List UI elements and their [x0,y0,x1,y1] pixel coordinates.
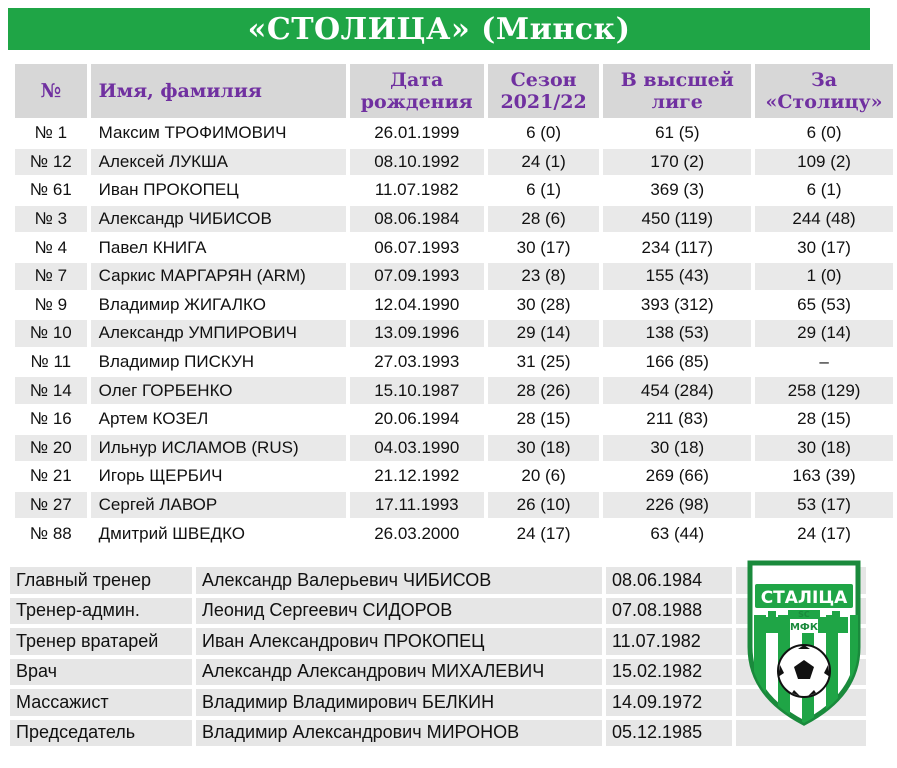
player-season-stats: 26 (10) [488,492,600,519]
player-club-stats: 1 (0) [755,263,893,290]
table-row [15,435,893,462]
header-season: Сезон 2021/22 [488,64,600,118]
player-season-stats: 28 (26) [488,377,600,404]
player-club-stats: 53 (17) [755,492,893,519]
logo-mark: МФК [789,622,819,633]
player-birth-date: 12.04.1990 [350,292,484,319]
player-season-stats: 29 (14) [488,320,600,347]
staff-row [10,598,866,625]
player-top-league-stats: 269 (66) [603,463,751,490]
table-row [15,320,893,347]
player-number: № 11 [15,349,87,376]
player-club-stats: 6 (1) [755,177,893,204]
player-number: № 10 [15,320,87,347]
player-number: № 9 [15,292,87,319]
player-number: № 61 [15,177,87,204]
player-number: № 27 [15,492,87,519]
player-birth-date: 07.09.1993 [350,263,484,290]
club-crest-logo [740,555,868,727]
player-season-stats: 30 (28) [488,292,600,319]
staff-row [10,689,866,716]
player-number: № 88 [15,520,87,547]
player-birth-date: 06.07.1993 [350,234,484,261]
player-season-stats: 30 (17) [488,234,600,261]
roster-body [15,120,893,547]
staff-role: Председатель [10,720,192,747]
player-number: № 21 [15,463,87,490]
player-top-league-stats: 30 (18) [603,435,751,462]
player-season-stats: 24 (17) [488,520,600,547]
player-name: Павел КНИГА [91,234,346,261]
player-club-stats: 258 (129) [755,377,893,404]
staff-birth-date: 11.07.1982 [606,628,732,655]
table-row [15,149,893,176]
player-club-stats: 65 (53) [755,292,893,319]
player-number: № 4 [15,234,87,261]
table-row [15,120,893,147]
staff-birth-date: 05.12.1985 [606,720,732,747]
player-number: № 1 [15,120,87,147]
player-number: № 3 [15,206,87,233]
staff-row [10,628,866,655]
player-birth-date: 15.10.1987 [350,377,484,404]
player-top-league-stats: 393 (312) [603,292,751,319]
staff-name: Леонид Сергеевич СИДОРОВ [196,598,602,625]
player-name: Игорь ЩЕРБИЧ [91,463,346,490]
table-row [15,377,893,404]
player-top-league-stats: 450 (119) [603,206,751,233]
player-club-stats: 109 (2) [755,149,893,176]
player-name: Александр УМПИРОВИЧ [91,320,346,347]
player-birth-date: 21.12.1992 [350,463,484,490]
player-birth-date: 13.09.1996 [350,320,484,347]
player-number: № 16 [15,406,87,433]
player-top-league-stats: 63 (44) [603,520,751,547]
staff-name: Александр Валерьевич ЧИБИСОВ [196,567,602,594]
player-top-league-stats: 166 (85) [603,349,751,376]
logo-text: СТАЛІЦА [760,588,848,608]
player-season-stats: 20 (6) [488,463,600,490]
staff-name: Александр Александрович МИХАЛЕВИЧ [196,659,602,686]
player-club-stats: 30 (18) [755,435,893,462]
staff-name: Владимир Владимирович БЕЛКИН [196,689,602,716]
player-top-league-stats: 170 (2) [603,149,751,176]
header-for-club: За «Столицу» [755,64,893,118]
table-row [15,263,893,290]
table-row [15,463,893,490]
player-top-league-stats: 155 (43) [603,263,751,290]
player-club-stats: 163 (39) [755,463,893,490]
staff-row [10,659,866,686]
player-birth-date: 04.03.1990 [350,435,484,462]
table-row [15,349,893,376]
player-season-stats: 6 (1) [488,177,600,204]
player-season-stats: 28 (15) [488,406,600,433]
staff-role: Главный тренер [10,567,192,594]
player-name: Владимир ПИСКУН [91,349,346,376]
player-club-stats: 6 (0) [755,120,893,147]
player-birth-date: 26.01.1999 [350,120,484,147]
staff-row [10,720,866,747]
player-club-stats: 24 (17) [755,520,893,547]
staff-birth-date: 14.09.1972 [606,689,732,716]
player-name: Иван ПРОКОПЕЦ [91,177,346,204]
player-season-stats: 24 (1) [488,149,600,176]
staff-role: Массажист [10,689,192,716]
table-row [15,177,893,204]
player-top-league-stats: 234 (117) [603,234,751,261]
player-number: № 12 [15,149,87,176]
staff-name: Иван Александрович ПРОКОПЕЦ [196,628,602,655]
player-name: Олег ГОРБЕНКО [91,377,346,404]
player-top-league-stats: 454 (284) [603,377,751,404]
player-season-stats: 23 (8) [488,263,600,290]
player-top-league-stats: 61 (5) [603,120,751,147]
player-birth-date: 17.11.1993 [350,492,484,519]
player-name: Артем КОЗЕЛ [91,406,346,433]
staff-role: Врач [10,659,192,686]
player-number: № 20 [15,435,87,462]
player-number: № 14 [15,377,87,404]
player-name: Дмитрий ШВЕДКО [91,520,346,547]
table-row [15,292,893,319]
player-name: Владимир ЖИГАЛКО [91,292,346,319]
player-birth-date: 26.03.2000 [350,520,484,547]
roster-table [11,62,897,549]
staff-role: Тренер-админ. [10,598,192,625]
staff-body [10,567,866,746]
player-top-league-stats: 211 (83) [603,406,751,433]
player-birth-date: 08.10.1992 [350,149,484,176]
header-name: Имя, фамилия [91,64,346,118]
staff-row [10,567,866,594]
player-birth-date: 27.03.1993 [350,349,484,376]
player-season-stats: 31 (25) [488,349,600,376]
player-name: Сергей ЛАВОР [91,492,346,519]
roster-header-row [15,64,893,118]
staff-name: Владимир Александрович МИРОНОВ [196,720,602,747]
logo-sub: SC [798,610,810,619]
football-icon [778,645,830,697]
player-season-stats: 6 (0) [488,120,600,147]
player-club-stats: 28 (15) [755,406,893,433]
header-number: № [15,64,87,118]
player-name: Алексей ЛУКША [91,149,346,176]
player-top-league-stats: 369 (3) [603,177,751,204]
table-row [15,206,893,233]
player-season-stats: 30 (18) [488,435,600,462]
table-row [15,492,893,519]
player-season-stats: 28 (6) [488,206,600,233]
player-name: Александр ЧИБИСОВ [91,206,346,233]
staff-birth-date: 07.08.1988 [606,598,732,625]
player-birth-date: 11.07.1982 [350,177,484,204]
table-row [15,234,893,261]
table-row [15,520,893,547]
player-number: № 7 [15,263,87,290]
player-top-league-stats: 138 (53) [603,320,751,347]
player-name: Ильнур ИСЛАМОВ (RUS) [91,435,346,462]
staff-role: Тренер вратарей [10,628,192,655]
player-birth-date: 20.06.1994 [350,406,484,433]
table-row [15,406,893,433]
player-club-stats: 244 (48) [755,206,893,233]
player-top-league-stats: 226 (98) [603,492,751,519]
player-club-stats: – [755,349,893,376]
player-birth-date: 08.06.1984 [350,206,484,233]
player-name: Максим ТРОФИМОВИЧ [91,120,346,147]
player-name: Саркис МАРГАРЯН (ARM) [91,263,346,290]
page-title: «СТОЛИЦА» (Минск) [8,8,870,50]
header-top-league: В высшей лиге [603,64,751,118]
staff-birth-date: 08.06.1984 [606,567,732,594]
header-birth-date: Дата рождения [350,64,484,118]
staff-birth-date: 15.02.1982 [606,659,732,686]
player-club-stats: 29 (14) [755,320,893,347]
player-club-stats: 30 (17) [755,234,893,261]
